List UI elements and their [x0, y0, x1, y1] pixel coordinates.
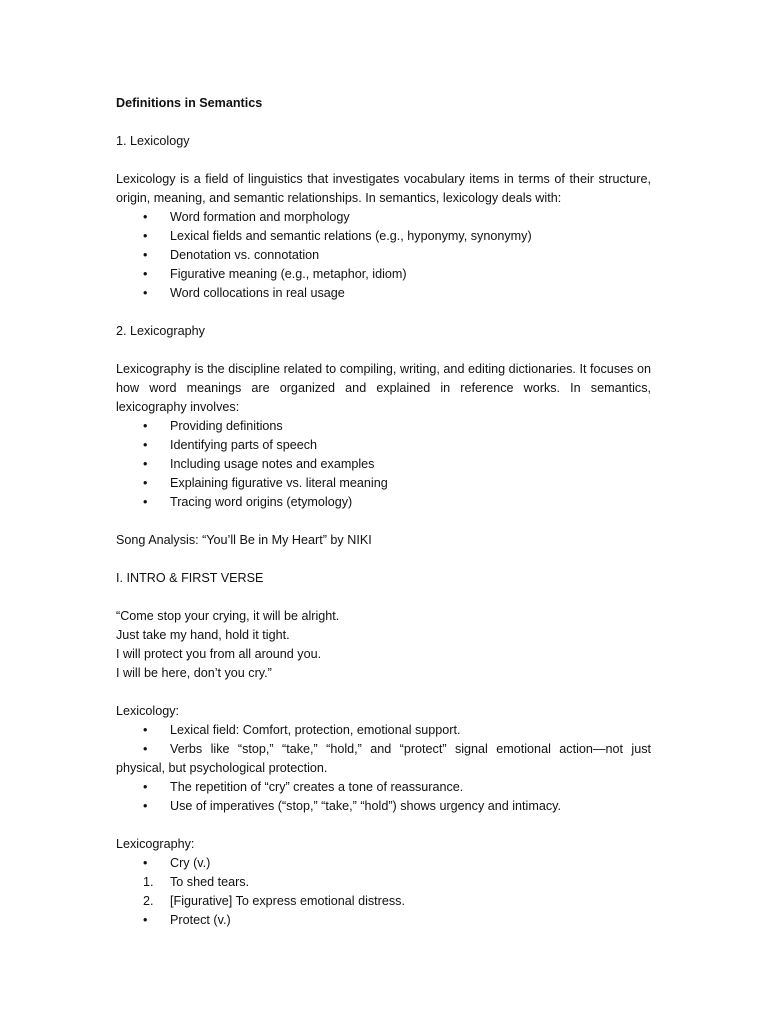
- section-heading-lexicography: 2. Lexicography: [116, 324, 205, 338]
- list-item: [116, 911, 651, 930]
- bullet-marker: •: [143, 419, 148, 433]
- bullet-marker: •: [143, 476, 148, 490]
- list-item: [116, 284, 651, 303]
- list-item: [116, 417, 651, 436]
- list-item-text: Word formation and morphology: [170, 210, 350, 224]
- lexicology-label: Lexicology:: [116, 704, 180, 718]
- list-item: [116, 436, 651, 455]
- list-item-text: Denotation vs. connotation: [170, 248, 320, 262]
- bullet-marker: •: [143, 799, 148, 813]
- lexicology-bullet-list: [116, 208, 651, 303]
- bullet-marker: •: [143, 780, 148, 794]
- list-item: [116, 227, 651, 246]
- lyrics-block: [116, 607, 651, 683]
- spacer: [116, 113, 651, 132]
- verse-heading: I. INTRO & FIRST VERSE: [116, 571, 264, 585]
- list-item-text: [Figurative] To express emotional distress.: [170, 894, 405, 908]
- list-item-text: Explaining figurative vs. literal meaning: [170, 476, 388, 490]
- list-item-text: Figurative meaning (e.g., metaphor, idiom): [170, 267, 407, 281]
- list-item: [116, 854, 651, 873]
- list-marker: •: [143, 913, 148, 927]
- lyric-line: I will protect you from all around you.: [116, 647, 322, 661]
- bullet-marker: •: [143, 457, 148, 471]
- document-title: Definitions in Semantics: [116, 96, 263, 110]
- spacer: [116, 550, 651, 569]
- list-marker: 1.: [143, 875, 154, 889]
- bullet-marker: •: [143, 438, 148, 452]
- list-item-text: Word collocations in real usage: [170, 286, 345, 300]
- spacer: [116, 683, 651, 702]
- song-analysis-heading: Song Analysis: “You’ll Be in My Heart” by NIKI: [116, 533, 372, 547]
- lyric-line: I will be here, don’t you cry.”: [116, 666, 272, 680]
- bullet-marker: •: [143, 286, 148, 300]
- list-item-text: Tracing word origins (etymology): [170, 495, 353, 509]
- list-item: [116, 474, 651, 493]
- bullet-marker: •: [143, 723, 148, 737]
- bullet-marker: •: [143, 210, 148, 224]
- list-marker: •: [143, 856, 148, 870]
- section-heading-lexicology: 1. Lexicology: [116, 134, 190, 148]
- list-item: [116, 455, 651, 474]
- list-item: [116, 797, 651, 816]
- list-item-text: Providing definitions: [170, 419, 283, 433]
- spacer: [116, 151, 651, 170]
- list-item: [116, 208, 651, 227]
- list-marker: 2.: [143, 894, 154, 908]
- lexicography-label: Lexicography:: [116, 837, 195, 851]
- list-item: [116, 873, 651, 892]
- list-item-text: Lexical fields and semantic relations (e.g., hyponymy, synonymy): [170, 229, 532, 243]
- bullet-marker: •: [143, 248, 148, 262]
- list-item-text: To shed tears.: [170, 875, 250, 889]
- list-item-text: Use of imperatives (“stop,” “take,” “hold”) shows urgency and intimacy.: [170, 799, 562, 813]
- list-item: [116, 721, 651, 740]
- lexicology-analysis-list: [116, 721, 651, 816]
- list-item: [116, 246, 651, 265]
- lexicography-analysis-list: [116, 854, 651, 930]
- bullet-marker: •: [143, 742, 148, 756]
- list-item-text: Cry (v.): [170, 856, 211, 870]
- list-item: [116, 493, 651, 512]
- spacer: [116, 341, 651, 360]
- list-item: [116, 892, 651, 911]
- spacer: [116, 512, 651, 531]
- spacer: [116, 303, 651, 322]
- lexicography-bullet-list: [116, 417, 651, 512]
- lexicography-paragraph: Lexicography is the discipline related to compiling, writing, and editing dictionaries. It focuses on how word meanings are organized and explained in reference works. In semantics, lexicography involves:: [116, 362, 651, 414]
- spacer: [116, 588, 651, 607]
- lexicology-paragraph: Lexicology is a field of linguistics that investigates vocabulary items in terms of their structure, origin, meaning, and semantic relationships. In semantics, lexicology deals with:: [116, 172, 651, 205]
- bullet-marker: •: [143, 495, 148, 509]
- bullet-marker: •: [143, 229, 148, 243]
- lyric-line: Just take my hand, hold it tight.: [116, 628, 290, 642]
- list-item: [116, 265, 651, 284]
- list-item-text: Identifying parts of speech: [170, 438, 318, 452]
- list-item: [116, 778, 651, 797]
- list-item-text: Verbs like “stop,” “take,” “hold,” and “protect” signal emotional action—not just physical, but psychological protection.: [116, 742, 651, 775]
- document-page: [116, 94, 651, 930]
- spacer: [116, 816, 651, 835]
- lyric-line: “Come stop your crying, it will be alright.: [116, 609, 340, 623]
- list-item-text: Protect (v.): [170, 913, 231, 927]
- list-item-text: The repetition of “cry” creates a tone of reassurance.: [170, 780, 464, 794]
- list-item-text: Including usage notes and examples: [170, 457, 375, 471]
- list-item: [116, 740, 651, 778]
- list-item-text: Lexical field: Comfort, protection, emotional support.: [170, 723, 461, 737]
- bullet-marker: •: [143, 267, 148, 281]
